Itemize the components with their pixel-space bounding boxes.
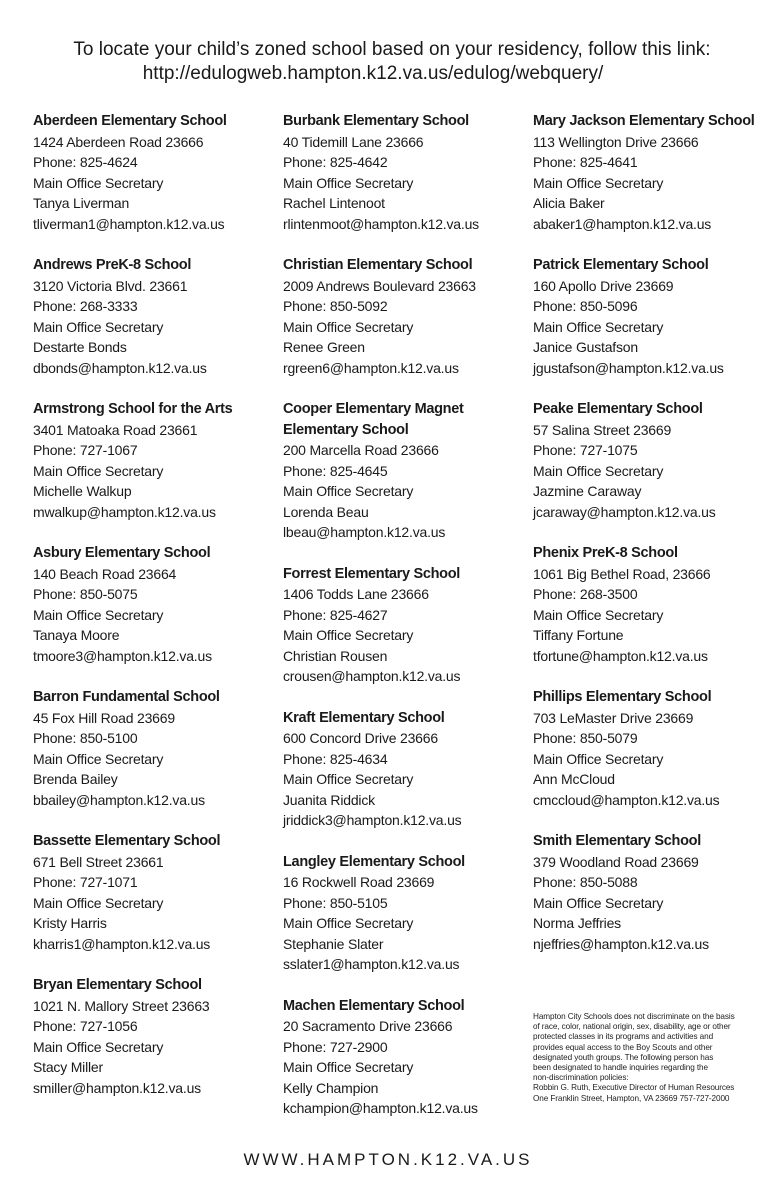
school-entry	[33, 399, 278, 522]
contact-name: Michelle Walkup	[33, 483, 132, 499]
contact-name: Tanaya Moore	[33, 627, 120, 643]
contact-name: Ann McCloud	[533, 771, 615, 787]
header-instruction: To locate your child’s zoned school based on your residency, follow this link:	[73, 39, 711, 60]
contact-role: Main Office Secretary	[283, 318, 414, 335]
school-entry	[33, 255, 278, 378]
school-name: Patrick Elementary School	[533, 257, 709, 273]
contact-name: Renee Green	[283, 339, 365, 355]
school-name: Bryan Elementary School	[33, 977, 202, 993]
school-entry	[533, 831, 776, 954]
contact-email[interactable]: kchampion@hampton.k12.va.us	[283, 1100, 478, 1116]
school-phone: Phone: 850-5100	[33, 730, 138, 746]
page-header	[0, 38, 776, 86]
contact-name: Christian Rousen	[283, 647, 388, 664]
school-address: 1021 N. Mallory Street 23663	[33, 997, 210, 1014]
contact-role: Main Office Secretary	[283, 483, 414, 499]
contact-email[interactable]: kharris1@hampton.k12.va.us	[33, 935, 211, 952]
school-address: 1061 Big Bethel Road, 23666	[533, 565, 711, 582]
school-entry	[283, 852, 528, 975]
school-phone: Phone: 850-5096	[533, 298, 638, 314]
school-entry	[283, 399, 528, 543]
school-address: 600 Concord Drive 23666	[283, 730, 438, 746]
school-column-1	[33, 111, 278, 1119]
school-entry	[283, 564, 528, 687]
school-address: 113 Wellington Drive 23666	[533, 133, 699, 150]
school-phone: Phone: 268-3500	[533, 586, 638, 602]
contact-email[interactable]: tfortune@hampton.k12.va.us	[533, 647, 708, 664]
contact-email[interactable]: dbonds@hampton.k12.va.us	[33, 359, 207, 376]
school-address: 3401 Matoaka Road 23661	[33, 421, 198, 438]
school-name: Christian Elementary School	[283, 257, 473, 273]
contact-role: Main Office Secretary	[283, 1059, 414, 1075]
contact-name: Tiffany Fortune	[533, 627, 624, 643]
school-phone: Phone: 727-1075	[533, 442, 638, 458]
contact-name: Destarte Bonds	[33, 339, 127, 355]
school-address: 703 LeMaster Drive 23669	[533, 709, 694, 726]
school-address: 40 Tidemill Lane 23666	[283, 133, 424, 150]
contact-role: Main Office Secretary	[283, 174, 414, 191]
notice-line: Robbin G. Ruth, Executive Director of Human Resources	[533, 1083, 735, 1093]
contact-email[interactable]: jcaraway@hampton.k12.va.us	[533, 503, 716, 520]
school-entry	[283, 996, 528, 1119]
footer-website[interactable]: WWW.HAMPTON.K12.VA.US	[243, 1150, 533, 1169]
school-name: Andrews PreK-8 School	[33, 257, 192, 273]
notice-line: Hampton City Schools does not discriminate on the basis	[533, 1012, 735, 1021]
school-phone: Phone: 727-1071	[33, 874, 138, 890]
contact-role: Main Office Secretary	[533, 894, 664, 911]
school-phone: Phone: 825-4642	[283, 154, 388, 170]
contact-email[interactable]: mwalkup@hampton.k12.va.us	[33, 503, 216, 520]
school-name: Aberdeen Elementary School	[33, 113, 227, 129]
school-entry	[33, 975, 278, 1098]
school-address: 160 Apollo Drive 23669	[533, 277, 674, 294]
school-address: 1406 Todds Lane 23666	[283, 586, 429, 602]
contact-email[interactable]: rlintenmoot@hampton.k12.va.us	[283, 215, 479, 232]
school-phone: Phone: 850-5105	[283, 894, 388, 911]
school-address: 20 Sacramento Drive 23666	[283, 1018, 453, 1034]
school-phone: Phone: 850-5079	[533, 730, 638, 746]
notice-line: non-discrimination policies:	[533, 1073, 629, 1083]
contact-email[interactable]: cmccloud@hampton.k12.va.us	[533, 791, 720, 808]
school-name: Burbank Elementary School	[283, 113, 469, 129]
school-name: Peake Elementary School	[533, 401, 703, 417]
zoning-link[interactable]: http://edulogweb.hampton.k12.va.us/edulog/webquery/	[142, 63, 604, 84]
contact-email[interactable]: sslater1@hampton.k12.va.us	[283, 956, 460, 972]
school-address: 140 Beach Road 23664	[33, 565, 177, 582]
school-entry	[533, 687, 776, 810]
school-address: 379 Woodland Road 23669	[533, 853, 699, 870]
school-phone: Phone: 825-4624	[33, 154, 138, 170]
contact-role: Main Office Secretary	[33, 174, 164, 191]
contact-name: Janice Gustafson	[533, 339, 638, 355]
school-phone: Phone: 825-4645	[283, 462, 388, 479]
school-phone: Phone: 268-3333	[33, 298, 138, 314]
school-address: 16 Rockwell Road 23669	[283, 874, 435, 890]
contact-role: Main Office Secretary	[533, 318, 664, 335]
school-entry	[33, 687, 278, 810]
school-name: Smith Elementary School	[533, 833, 701, 849]
contact-role: Main Office Secretary	[283, 771, 414, 787]
school-column-3	[533, 111, 776, 975]
school-column-2	[283, 111, 528, 1140]
school-name: Kraft Elementary School	[283, 709, 445, 726]
contact-name: Norma Jeffries	[533, 915, 621, 931]
contact-role: Main Office Secretary	[33, 750, 164, 767]
school-entry	[283, 708, 528, 831]
contact-role: Main Office Secretary	[533, 606, 664, 623]
school-phone: Phone: 727-1067	[33, 442, 138, 458]
contact-name: Jazmine Caraway	[533, 483, 642, 499]
school-phone: Phone: 825-4641	[533, 154, 638, 170]
school-entry	[33, 111, 278, 234]
contact-name: Stephanie Slater	[283, 935, 384, 952]
school-name: Barron Fundamental School	[33, 689, 220, 705]
school-address: 57 Salina Street 23669	[533, 421, 672, 438]
contact-role: Main Office Secretary	[33, 894, 164, 911]
contact-role: Main Office Secretary	[533, 750, 664, 767]
contact-name: Alicia Baker	[533, 195, 605, 211]
school-phone: Phone: 825-4634	[283, 750, 388, 767]
school-entry	[533, 543, 776, 666]
contact-role: Main Office Secretary	[33, 462, 164, 479]
school-name: Phenix PreK-8 School	[533, 545, 678, 561]
school-name: Mary Jackson Elementary School	[533, 113, 755, 129]
contact-email[interactable]: tmoore3@hampton.k12.va.us	[33, 647, 212, 664]
school-phone: Phone: 850-5088	[533, 874, 638, 890]
contact-email[interactable]: jriddick3@hampton.k12.va.us	[283, 812, 462, 828]
contact-role: Main Office Secretary	[533, 462, 664, 479]
contact-name: Rachel Lintenoot	[283, 195, 385, 211]
school-entry	[33, 543, 278, 666]
contact-email[interactable]: smiller@hampton.k12.va.us	[33, 1079, 201, 1096]
contact-name: Tanya Liverman	[33, 195, 130, 211]
school-phone: Phone: 825-4627	[283, 606, 388, 623]
notice-line: been designated to handle inquiries regarding the	[533, 1063, 708, 1073]
school-entry	[533, 111, 776, 234]
school-address: 45 Fox Hill Road 23669	[33, 709, 175, 726]
school-entry	[533, 255, 776, 378]
contact-email[interactable]: tliverman1@hampton.k12.va.us	[33, 215, 225, 232]
school-entry	[533, 399, 776, 522]
contact-name: Kristy Harris	[33, 915, 107, 931]
notice-line: protected classes in its programs and activities and	[533, 1032, 714, 1042]
contact-email[interactable]: njeffries@hampton.k12.va.us	[533, 935, 709, 952]
school-entry	[33, 831, 278, 954]
school-phone: Phone: 850-5092	[283, 298, 388, 314]
school-address: 1424 Aberdeen Road 23666	[33, 133, 204, 150]
contact-email[interactable]: bbailey@hampton.k12.va.us	[33, 791, 205, 808]
contact-role: Main Office Secretary	[533, 174, 664, 191]
contact-email[interactable]: rgreen6@hampton.k12.va.us	[283, 359, 459, 376]
notice-line: provides equal access to the Boy Scouts and other	[533, 1042, 713, 1052]
contact-role: Main Office Secretary	[33, 1038, 164, 1055]
contact-email[interactable]: abaker1@hampton.k12.va.us	[533, 215, 712, 232]
notice-line: One Franklin Street, Hampton, VA 23669 757-727-2000	[533, 1093, 730, 1103]
school-phone: Phone: 727-1056	[33, 1018, 138, 1034]
school-name: Asbury Elementary School	[33, 545, 211, 561]
contact-name: Kelly Champion	[283, 1079, 379, 1096]
school-name: Machen Elementary School	[283, 997, 465, 1014]
contact-name: Stacy Miller	[33, 1059, 103, 1075]
contact-name: Juanita Riddick	[283, 791, 375, 808]
school-address: 3120 Victoria Blvd. 23661	[33, 277, 188, 294]
contact-email[interactable]: jgustafson@hampton.k12.va.us	[533, 359, 724, 376]
school-name: Armstrong School for the Arts	[33, 401, 233, 417]
school-entry	[283, 255, 528, 378]
school-phone: Phone: 850-5075	[33, 586, 138, 602]
school-phone: Phone: 727-2900	[283, 1038, 388, 1055]
non-discrimination-notice	[533, 1012, 748, 1104]
school-entry	[283, 111, 528, 234]
notice-line: of race, color, national origin, sex, disability, age or other	[533, 1022, 731, 1032]
school-name: Forrest Elementary School	[283, 565, 461, 582]
contact-name: Brenda Bailey	[33, 771, 118, 787]
school-name: Langley Elementary School	[283, 853, 465, 870]
contact-role: Main Office Secretary	[283, 627, 414, 643]
notice-line: designated youth groups. The following person has	[533, 1052, 714, 1062]
contact-role: Main Office Secretary	[33, 606, 164, 623]
school-name: Bassette Elementary School	[33, 833, 221, 849]
contact-name: Lorenda Beau	[283, 503, 369, 520]
school-name: Cooper Elementary Magnet Elementary School	[283, 401, 464, 438]
school-address: 671 Bell Street 23661	[33, 853, 164, 870]
contact-email[interactable]: lbeau@hampton.k12.va.us	[283, 524, 446, 540]
school-name: Phillips Elementary School	[533, 689, 712, 705]
school-address: 200 Marcella Road 23666	[283, 442, 439, 458]
contact-role: Main Office Secretary	[33, 318, 164, 335]
contact-role: Main Office Secretary	[283, 915, 414, 931]
school-address: 2009 Andrews Boulevard 23663	[283, 277, 476, 294]
contact-email[interactable]: crousen@hampton.k12.va.us	[283, 668, 461, 684]
